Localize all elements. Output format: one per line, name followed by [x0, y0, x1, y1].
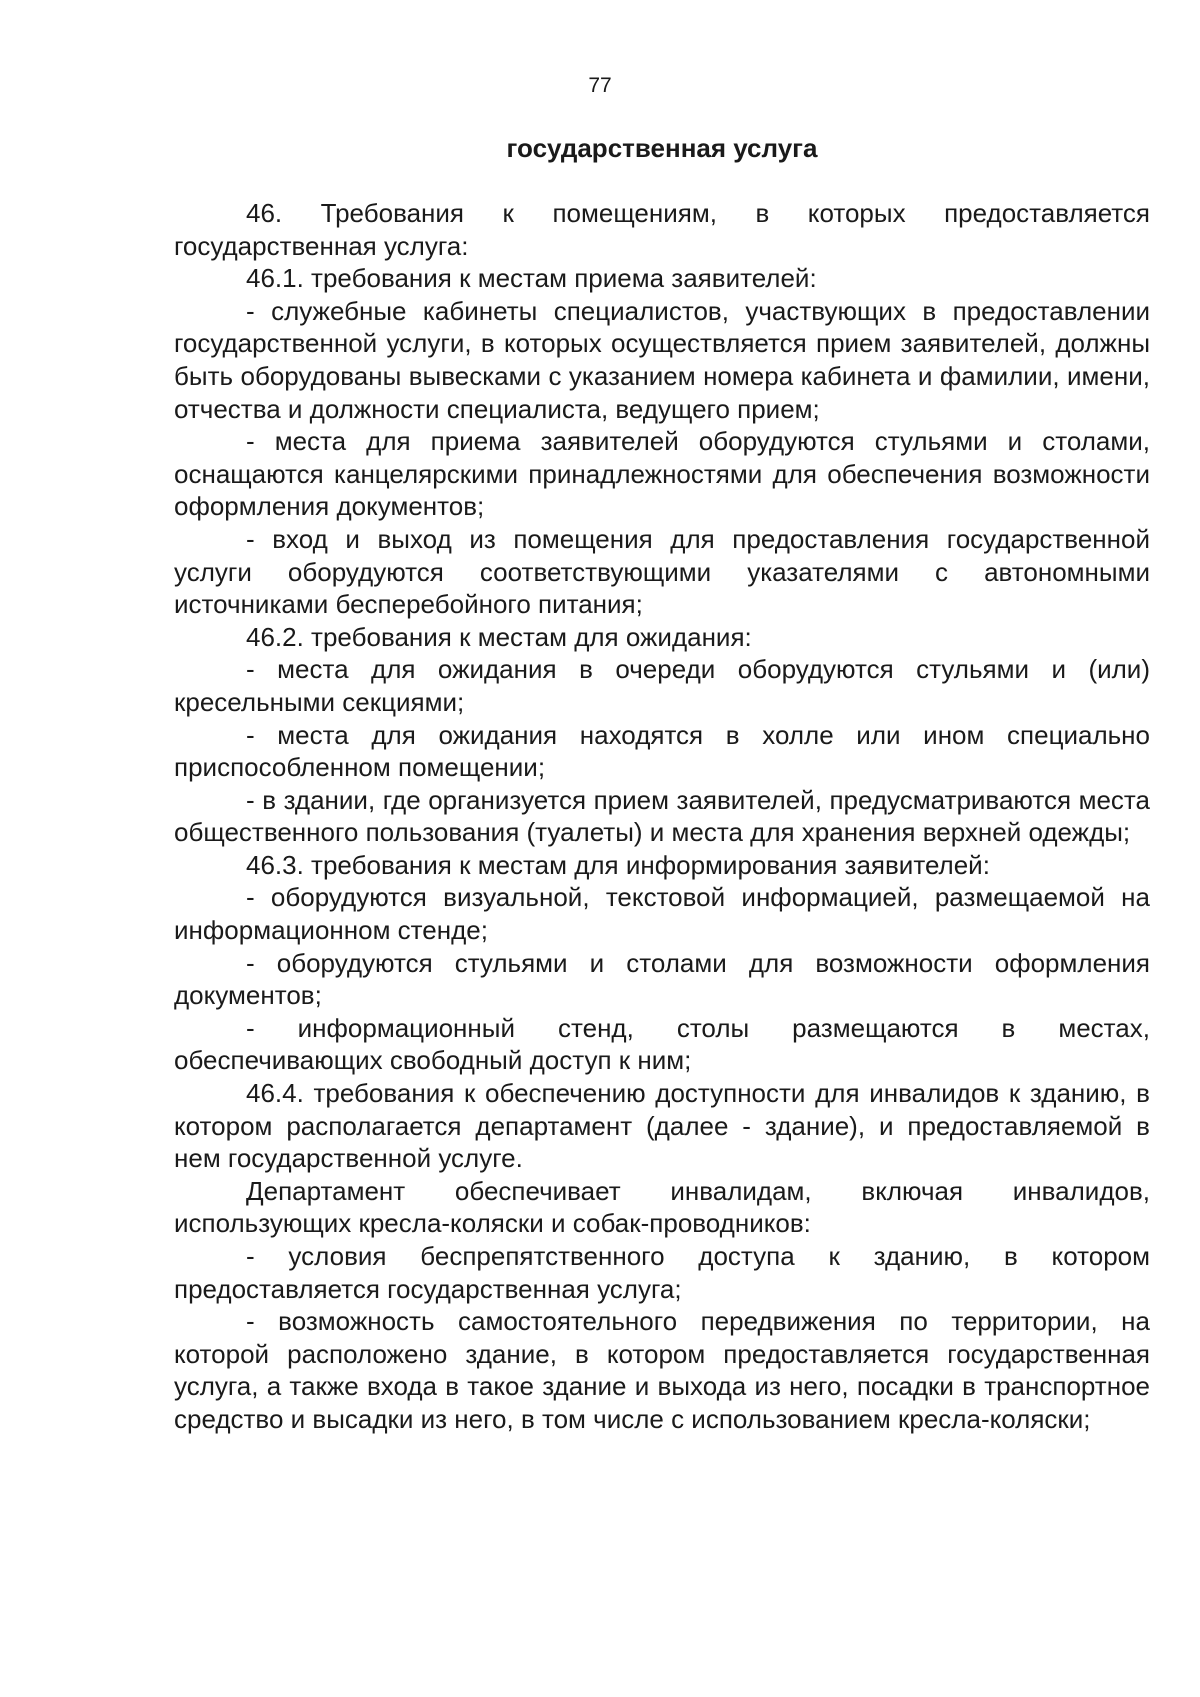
paragraph: - места для приема заявителей оборудуются стульями и столами, оснащаются канцелярскими принадлежностями для обеспечения возможности оформления документов;	[174, 426, 1150, 522]
paragraph: - вход и выход из помещения для предоставления государственной услуги оборудуются соответствующими указателями с автономными источниками бесперебойного питания;	[174, 523, 1150, 620]
section-title: государственная услуга	[506, 133, 818, 163]
paragraph: - оборудуются визуальной, текстовой информацией, размещаемой на информационном стенде;	[174, 882, 1150, 946]
paragraph: 46.2. требования к местам для ожидания:	[246, 621, 752, 652]
paragraph: - в здании, где организуется прием заявителей, предусматриваются места общественного пользования (туалеты) и места для хранения верхней одежды;	[174, 784, 1150, 848]
paragraph: 46. Требования к помещениям, в которых предоставляется государственная услуга:	[174, 198, 1150, 261]
page-number: 77	[588, 74, 612, 97]
document-body	[174, 197, 1150, 1436]
paragraph: 46.4. требования к обеспечению доступности для инвалидов к зданию, в котором располагается департамент (далее - здание), и предоставляемой в нем государственной услуге.	[174, 1078, 1150, 1174]
paragraph: - условия беспрепятственного доступа к зданию, в котором предоставляется государственная услуга;	[174, 1241, 1150, 1304]
paragraph: - места для ожидания в очереди оборудуются стульями и (или) кресельными секциями;	[174, 654, 1150, 717]
paragraph: - информационный стенд, столы размещаются в местах, обеспечивающих свободный доступ к ним;	[174, 1012, 1150, 1076]
paragraph: - места для ожидания находятся в холле или ином специально приспособленном помещении;	[174, 719, 1150, 783]
paragraph: - возможность самостоятельного передвижения по территории, на которой расположено здание, в котором предоставляется государственная услуга, а также входа в такое здание и выхода из него, посадки в транспортное средство и высадки из него, в том числе с использованием кресла-коляски;	[174, 1306, 1150, 1434]
paragraph: Департамент обеспечивает инвалидам, включая инвалидов, использующих кресла-коляски и собак-проводников:	[174, 1175, 1150, 1239]
paragraph: 46.3. требования к местам для информирования заявителей:	[246, 849, 990, 880]
paragraph: - служебные кабинеты специалистов, участвующих в предоставлении государственной услуги, в которых осуществляется прием заявителей, должны быть оборудованы вывесками с указанием номера кабинета и фамилии, имени, отчества и должности специалиста, ведущего прием;	[174, 295, 1150, 424]
paragraph: 46.1. требования к местам приема заявителей:	[246, 263, 817, 294]
paragraph: - оборудуются стульями и столами для возможности оформления документов;	[174, 947, 1150, 1011]
